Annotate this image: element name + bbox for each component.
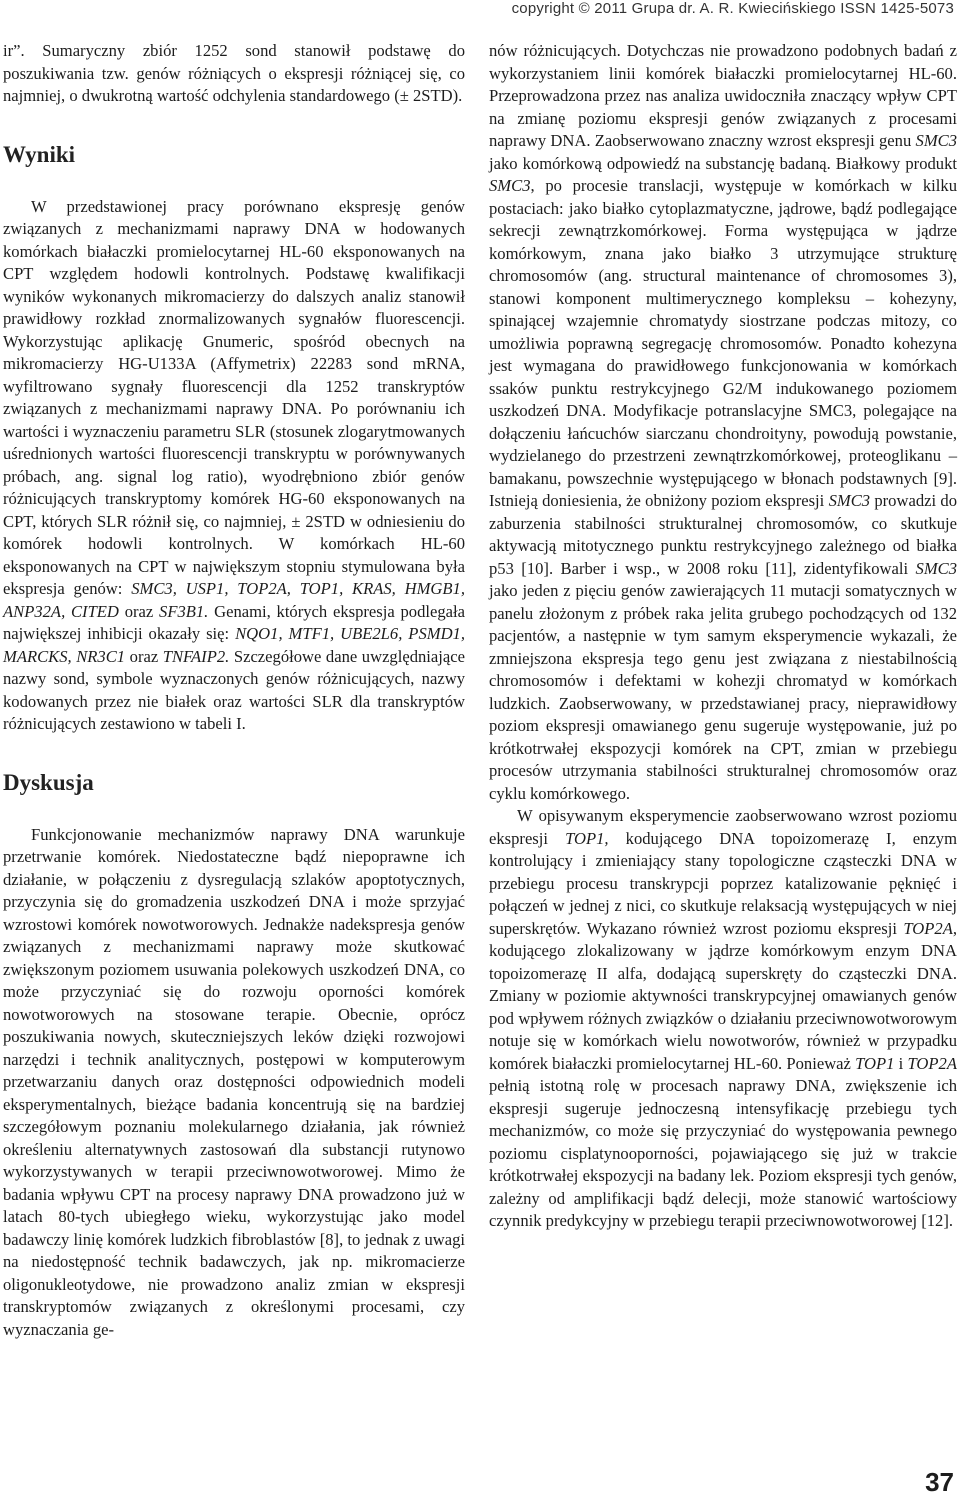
results-paragraph bbox=[3, 196, 465, 736]
conjunction: oraz bbox=[124, 601, 154, 621]
text-run: pełnią istotną rolę w procesach naprawy DNA, zwiększenie ich ekspresji sugeruje jednoczesną intensyfikację przebiegu tych mechanizmów, co może się przyczyniać do występowania pewnego poziomu cisplatynooporności, pojawiającego się już w trakcie krótkotrwałej ekspozycji na badany lek. Poziom ekspresji tych genów, zależny od amplifikacji bądź delecji, może stanowić wartościowy czynnik predykcyjny w przebiegu terapii przeciwnowotworowej [12]. bbox=[489, 1076, 957, 1230]
upregulated-genes: SMC3, USP1, TOP2A, TOP1, KRAS, HMGB1, ANP32A, CITED bbox=[3, 579, 465, 621]
page-number: 37 bbox=[925, 1467, 954, 1497]
discussion-continued-paragraph bbox=[489, 40, 957, 805]
gene-name: SMC3 bbox=[489, 176, 531, 195]
results-body: W przedstawionej pracy porównano ekspresję genów związanych z mechanizmami naprawy DNA w hodowanych komórkach białaczki promielocytarnej HL-60 eksponowanych na CPT względem hodowli kontrolnych. Podstawę kwalifikacji wyników wykonanych mikromacierzy do dalszych analiz stanowił prawidłowy rozkład znormalizowanych sygnałów fluorescencji. Wykorzystując aplikację Gnumeric, spośród obecnych na mikromacierzy HG-U133A (Affymetrix) 22283 sond mRNA, wyfiltrowano sygnały fluorescencji dla 1252 transkryptów związanych z mechanizmami naprawy DNA. Po porównaniu ich wartości i wyznaczeniu parametru SLR (stosunek zlogarytmowanych uśrednionych wartości fluorescencji transkryptu w porównywanych próbach, ang. signal log ratio), wyodrębniono zbiór genów różnicujących transkryptomy komórek HG-60 eksponowanych na CPT, których SLR różnił się, co najmniej, ± 2STD w odniesieniu do komórek hodowli kontrolnych. W komórkach HL-60 eksponowanych na CPT w największym stopniu stymulowana była ekspresja genów: bbox=[3, 196, 465, 598]
conjunction: i bbox=[898, 1053, 904, 1073]
methods-tail-paragraph: ir”. Sumaryczny zbiór 1252 sond stanowił podstawę do poszukiwania tzw. genów różniących o ekspresji różniącej się, co najmniej, o dwukrotną wartość odchylenia standardowego (± 2STD). bbox=[3, 41, 465, 105]
gene-name: TOP2A bbox=[903, 918, 953, 938]
text-run: nów różnicujących. Dotychczas nie prowadzono podobnych badań z wykorzystaniem linii komórek białaczki promielocytarnej HL-60. Przeprowadzona przez nas analiza uwidoczniła znaczący wpływ CPT na zmianę poziomu ekspresji genów związanych z procesami naprawy DNA. Zaobserwowano znaczny wzrost ekspresji genu bbox=[489, 41, 957, 150]
copyright-header: copyright © 2011 Grupa dr. A. R. Kwiecińskiego ISSN 1425-5073 bbox=[511, 0, 954, 17]
gene-name: TOP1, bbox=[565, 828, 609, 848]
downregulated-gene-last: TNFAIP2. bbox=[162, 646, 230, 666]
left-column bbox=[3, 40, 465, 1341]
text-run: jako jeden z pięciu genów zawierających 11 mutacji somatycznych w panelu złożonym z próbek raka jelita grubego pochodzących od 132 pacjentów, a następnie w tym samym eksperymencie wykazali, że zmniejszona ekspresja tego genu jest związana z niestabilnością chromosomów i defektami w kohezji chromatyd w komórkach ludzkich. Zaobserwowany, w przedstawianej pracy, nieprawidłowy poziom ekspresji omawianego genu sugeruje występowanie, już po krótkotrwałej ekspozycji komórek na CPT, zmian w przebiegu procesów utrzymania stabilności strukturalnej chromosomów oraz cyklu komórkowego. bbox=[489, 581, 957, 803]
gene-name: TOP1 bbox=[855, 1053, 895, 1073]
conjunction: oraz bbox=[129, 646, 159, 666]
text-run: , kodującego zlokalizowany w jądrze komórkowym enzym DNA topoizomerazę II alfa, dodającą superskręty do cząsteczki DNA. Zmiany w poziomie aktywności transkrypcyjnej omawianych genów pod wpływem różnych związków o działaniu przeciwnowotworowym notuje się w komórkach wielu nowotworów, również w przypadku komórek białaczki promielocytarnej HL-60. Ponieważ bbox=[489, 918, 957, 1073]
right-column bbox=[489, 40, 957, 1233]
discussion-heading: Dyskusja bbox=[3, 769, 94, 795]
results-tail: Szczegółowe dane uwzględniające nazwy sond, symbole wyznaczonych genów różnicujących, nazwy kodowanych przez nie białek oraz wartości SLR dla transkryptów różnicujących zestawiono w tabeli I. bbox=[3, 646, 465, 733]
results-heading: Wyniki bbox=[3, 141, 76, 167]
upregulated-gene-last: SF3B1. bbox=[159, 601, 209, 621]
inhibited-text: Genami, których ekspresja podlegała największej inhibicji okazały się: bbox=[3, 601, 465, 643]
gene-name: SMC3 bbox=[915, 558, 958, 578]
downregulated-genes: NQO1, MTF1, UBE2L6, PSMD1, MARCKS, NR3C1 bbox=[3, 624, 465, 666]
text-run: jako komórkową odpowiedź na substancję badaną. Białkowy produkt bbox=[489, 153, 957, 173]
text-run: , po procesie translacji, występuje w komórkach w kilku postaciach: jako białko cytoplazmatyczne, jądrowe, bądź podlegające sekrecji zewnątrzkomórkowej. Forma występująca w jądrze komórkowym, znana jako białko 3 utrzymujące strukturę chromosomów (ang. structural maintenance of chromosomes 3), stanowi komponent multimerycznego kompleksu – kohezyny, spinającej wzajemnie chromatydy siostrzane podczas mitozy, co umożliwia poprawną segregację chromosomów. Ponadto kohezyna jest wymagana do prawidłowego funkcjonowania w komórkach ssaków punktu restrykcyjnego G2/M indukowanego poziomem uszkodzeń DNA. Modyfikacje potranslacyjne SMC3, polegające na dołączeniu łańcuchów siarczanu chondroityny, powodują powstanie, wydzielanego do przestrzeni zewnątrzkomórkowej, proteoglikanu – bamakanu, powszechnie występującego w błonach podstawnych [9]. Istnieją doniesienia, że obniżony poziom ekspresji bbox=[489, 176, 957, 510]
topoisomerase-paragraph bbox=[489, 805, 957, 1233]
text-run: W opisywanym eksperymencie zaobserwowano wzrost poziomu ekspresji bbox=[489, 806, 957, 848]
gene-name: SMC3 bbox=[915, 131, 957, 150]
gene-name: TOP2A bbox=[907, 1053, 957, 1073]
text-run: prowadzi do zaburzenia stabilności strukturalnej chromosomów, co skutkuje aktywacją mitotycznego punktu restrykcyjnego zależnego od białka p53 [10]. Barber i wsp., w 2008 roku [11], zidentyfikowali bbox=[489, 491, 957, 578]
text-run: kodującego DNA topoizomerazę I, enzym kontrolujący i zmieniający stany topologiczne cząsteczki DNA w przebiegu procesu transkrypcji poprzez katalizowanie pęknięć i połączeń w jednej z nici, co skutkuje relaksacją występujących w niej superskrętów. Wykazano również wzrost poziomu ekspresji bbox=[489, 828, 958, 938]
discussion-paragraph: Funkcjonowanie mechanizmów naprawy DNA warunkuje przetrwanie komórek. Niedostateczne bądź niepoprawne ich działanie, w połączeniu z dysregulacją szlaków apoptotycznych, przyczynia się do gromadzenia uszkodzeń DNA i może sprzyjać wzrostowi komórek nowotworowych. Jednakże nadekspresja genów związanych z mechanizmami naprawy może skutkować zwiększonym poziomem usuwania polekowych uszkodzeń DNA, co może przyczyniać się do rozwoju oporności komórek nowotworowych na stosowane terapie. Obecnie, oprócz poszukiwania nowych, skuteczniejszych leków dzięki rozwojowi narzędzi i technik analitycznych, postępowi w komputerowym przetwarzaniu danych oraz dostępności odpowiednich modeli eksperymentalnych, bieżące badania koncentrują się na bardziej szczegółowym poznaniu molekularnego działania, jak również określeniu alternatywnych zastosowań dla substancji rutynowo wykorzystywanych w terapii przeciwnowotworowej. Mimo że badania wpływu CPT na procesy naprawy DNA prowadzono już w latach 80-tych ubiegłego wieku, wykorzystując jako model badawczy linię komórek ludzkich fibroblastów [8], to jednak z uwagi na niedostępność technik badawczych, jak np. mikromacierze oligonukleotydowe, nie prowadzono analiz zmian w ekspresji transkryptomów związanych z określonymi procesami, czy wyznaczania ge- bbox=[3, 824, 465, 1339]
gene-name: SMC3 bbox=[828, 491, 871, 510]
